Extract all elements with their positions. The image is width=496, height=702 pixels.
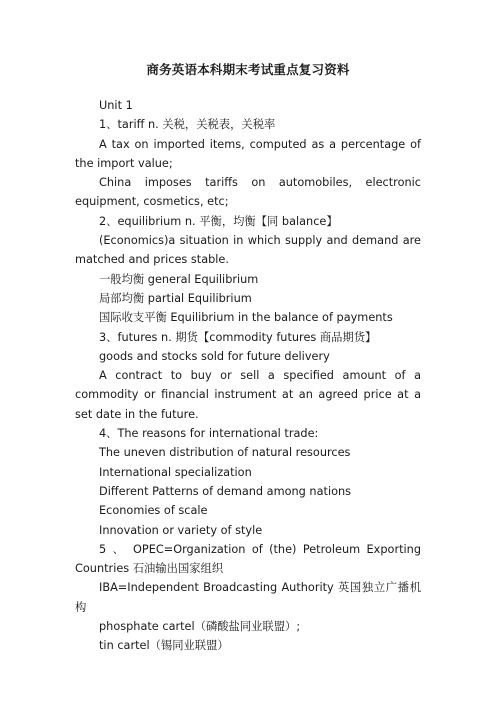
general-equilibrium: 一般均衡 general Equilibrium: [99, 272, 259, 286]
reason-specialization: International specialization: [99, 465, 252, 479]
item-futures-heading: 3、futures n. 期货【commodity futures 商品期货】: [99, 330, 377, 344]
reason-innovation: Innovation or variety of style: [99, 523, 263, 537]
tariff-example: China imposes tariffs on automobiles, electronic equipment, cosmetics, etc;: [75, 176, 421, 209]
unit-heading: Unit 1: [99, 99, 133, 112]
item-trade-reasons-heading: 4、The reasons for international trade:: [99, 427, 319, 441]
document-body: [75, 96, 421, 656]
item-opec-heading: 5 、 OPEC=Organization of (the) Petroleum Exporting Countries 石油输出国家组织: [75, 542, 421, 576]
tariff-definition: A tax on imported items, computed as a percentage of the import value;: [75, 137, 421, 170]
reason-natural-resources: The uneven distribution of natural resources: [99, 446, 351, 460]
item-tariff-heading: 1、tariff n. 关税，关税表，关税率: [99, 118, 276, 132]
iba-definition: IBA=Independent Broadcasting Authority 英国独立广播机构: [75, 581, 421, 614]
futures-short-definition: goods and stocks sold for future delivery: [99, 349, 330, 363]
equilibrium-definition: (Economics)a situation in which supply and demand are matched and prices stable.: [75, 234, 421, 267]
tin-cartel: tin cartel（锡同业联盟）: [99, 639, 229, 653]
item-equilibrium-heading: 2、equilibrium n. 平衡，均衡【同 balance】: [99, 214, 338, 228]
balance-of-payments-equilibrium: 国际收支平衡 Equilibrium in the balance of payments: [99, 311, 393, 325]
reason-demand-patterns: Different Patterns of demand among nations: [99, 484, 352, 498]
phosphate-cartel: phosphate cartel（磷酸盐同业联盟）;: [99, 620, 301, 634]
reason-economies-of-scale: Economies of scale: [99, 504, 208, 518]
partial-equilibrium: 局部均衡 partial Equilibrium: [99, 291, 252, 305]
document-title: 商务英语本科期末考试重点复习资料: [146, 62, 350, 77]
futures-contract-definition: A contract to buy or sell a specified amount of a commodity or financial instrument at an agreed price at a set date in the future.: [75, 369, 421, 421]
